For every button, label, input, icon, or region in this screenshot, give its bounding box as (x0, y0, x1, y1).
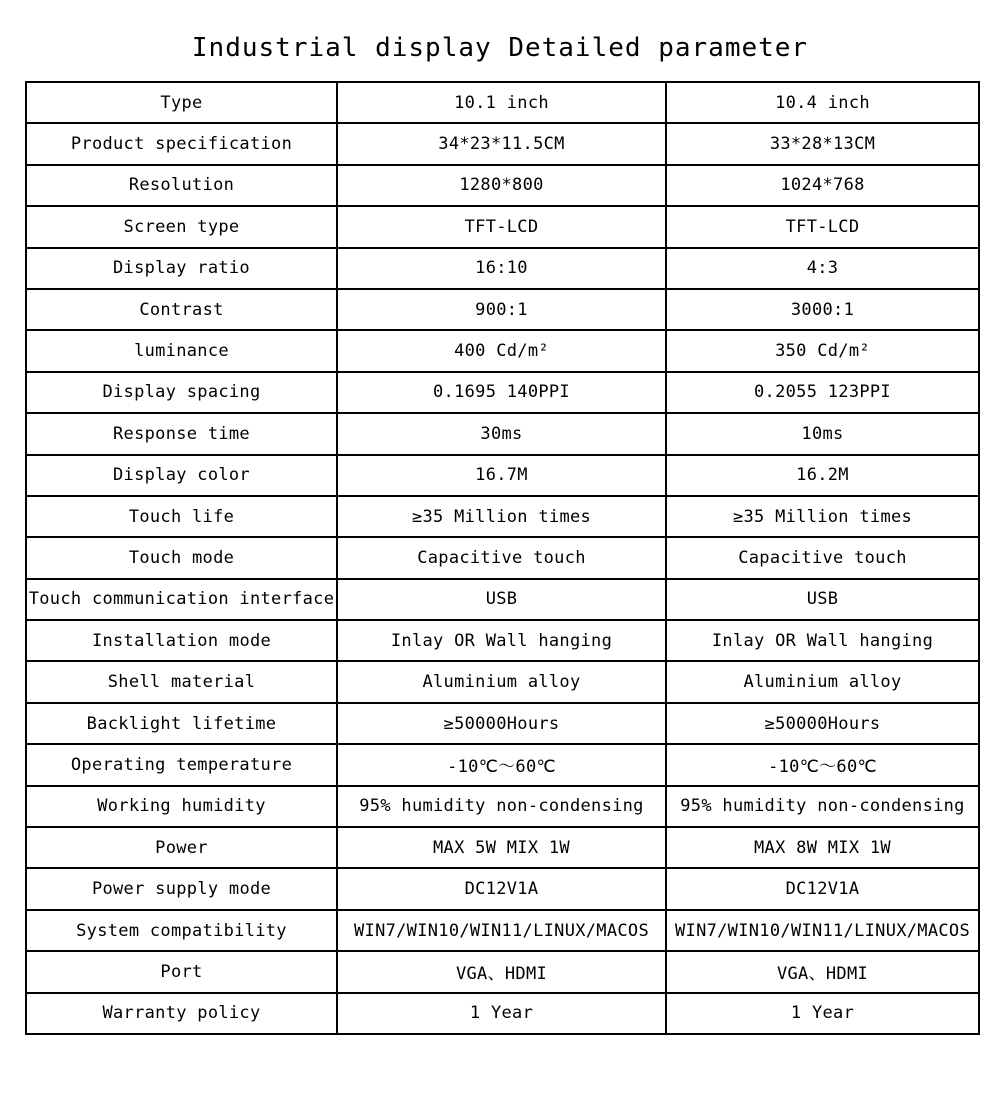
table-row (26, 82, 979, 123)
table-row (26, 910, 979, 951)
value-model-b: -10℃～60℃ (666, 744, 979, 785)
value-model-b: 0.2055 123PPI (666, 372, 979, 413)
table-row (26, 537, 979, 578)
value-model-a: VGA、HDMI (337, 951, 666, 992)
row-label: Display spacing (26, 372, 337, 413)
value-model-a: DC12V1A (337, 868, 666, 909)
row-label: System compatibility (26, 910, 337, 951)
row-label: Backlight lifetime (26, 703, 337, 744)
value-model-a: 16.7M (337, 455, 666, 496)
table-row (26, 579, 979, 620)
row-label: Display color (26, 455, 337, 496)
row-label: Product specification (26, 123, 337, 164)
value-model-a: 900:1 (337, 289, 666, 330)
table-row (26, 496, 979, 537)
table-row (26, 123, 979, 164)
table-row (26, 455, 979, 496)
value-model-a: MAX 5W MIX 1W (337, 827, 666, 868)
value-model-b: 1024*768 (666, 165, 979, 206)
value-model-a: 1280*800 (337, 165, 666, 206)
value-model-b: WIN7/WIN10/WIN11/LINUX/MACOS (666, 910, 979, 951)
row-label: Installation mode (26, 620, 337, 661)
value-model-a: 95% humidity non-condensing (337, 786, 666, 827)
row-label: Working humidity (26, 786, 337, 827)
value-model-b: TFT-LCD (666, 206, 979, 247)
row-label: Port (26, 951, 337, 992)
value-model-a: ≥35 Million times (337, 496, 666, 537)
value-model-b: 4:3 (666, 248, 979, 289)
table-row (26, 951, 979, 992)
value-model-a: Inlay OR Wall hanging (337, 620, 666, 661)
value-model-b: USB (666, 579, 979, 620)
value-model-a: Capacitive touch (337, 537, 666, 578)
table-row (26, 206, 979, 247)
row-label: Warranty policy (26, 993, 337, 1034)
value-model-a: 0.1695 140PPI (337, 372, 666, 413)
value-model-a: TFT-LCD (337, 206, 666, 247)
value-model-a: 16:10 (337, 248, 666, 289)
value-model-b: ≥50000Hours (666, 703, 979, 744)
row-label: Type (26, 82, 337, 123)
value-model-b: 95% humidity non-condensing (666, 786, 979, 827)
value-model-b: DC12V1A (666, 868, 979, 909)
value-model-a: ≥50000Hours (337, 703, 666, 744)
table-row (26, 165, 979, 206)
row-label: Touch communication interface (26, 579, 337, 620)
value-model-b: 33*28*13CM (666, 123, 979, 164)
value-model-b: 10.4 inch (666, 82, 979, 123)
value-model-a: Aluminium alloy (337, 661, 666, 702)
row-label: Resolution (26, 165, 337, 206)
row-label: Touch life (26, 496, 337, 537)
parameter-table-body (26, 82, 979, 1034)
row-label: Power supply mode (26, 868, 337, 909)
table-row (26, 661, 979, 702)
value-model-b: Capacitive touch (666, 537, 979, 578)
table-row (26, 413, 979, 454)
table-row (26, 330, 979, 371)
row-label: luminance (26, 330, 337, 371)
row-label: Screen type (26, 206, 337, 247)
value-model-b: ≥35 Million times (666, 496, 979, 537)
value-model-b: 1 Year (666, 993, 979, 1034)
value-model-b: 10ms (666, 413, 979, 454)
row-label: Display ratio (26, 248, 337, 289)
row-label: Response time (26, 413, 337, 454)
value-model-a: 10.1 inch (337, 82, 666, 123)
value-model-b: Inlay OR Wall hanging (666, 620, 979, 661)
table-row (26, 744, 979, 785)
value-model-a: -10℃～60℃ (337, 744, 666, 785)
table-row (26, 868, 979, 909)
value-model-a: USB (337, 579, 666, 620)
row-label: Power (26, 827, 337, 868)
value-model-a: 34*23*11.5CM (337, 123, 666, 164)
table-row (26, 289, 979, 330)
table-row (26, 827, 979, 868)
table-row (26, 703, 979, 744)
value-model-b: 350 Cd/m² (666, 330, 979, 371)
page-title: Industrial display Detailed parameter (191, 33, 809, 63)
table-row (26, 372, 979, 413)
value-model-b: MAX 8W MIX 1W (666, 827, 979, 868)
table-row (26, 786, 979, 827)
value-model-a: 30ms (337, 413, 666, 454)
row-label: Touch mode (26, 537, 337, 578)
value-model-b: VGA、HDMI (666, 951, 979, 992)
value-model-a: 1 Year (337, 993, 666, 1034)
table-row (26, 993, 979, 1034)
table-row (26, 248, 979, 289)
value-model-b: 16.2M (666, 455, 979, 496)
value-model-a: 400 Cd/m² (337, 330, 666, 371)
row-label: Shell material (26, 661, 337, 702)
row-label: Contrast (26, 289, 337, 330)
row-label: Operating temperature (26, 744, 337, 785)
value-model-b: 3000:1 (666, 289, 979, 330)
value-model-b: Aluminium alloy (666, 661, 979, 702)
value-model-a: WIN7/WIN10/WIN11/LINUX/MACOS (337, 910, 666, 951)
parameter-table (25, 81, 980, 1035)
table-row (26, 620, 979, 661)
